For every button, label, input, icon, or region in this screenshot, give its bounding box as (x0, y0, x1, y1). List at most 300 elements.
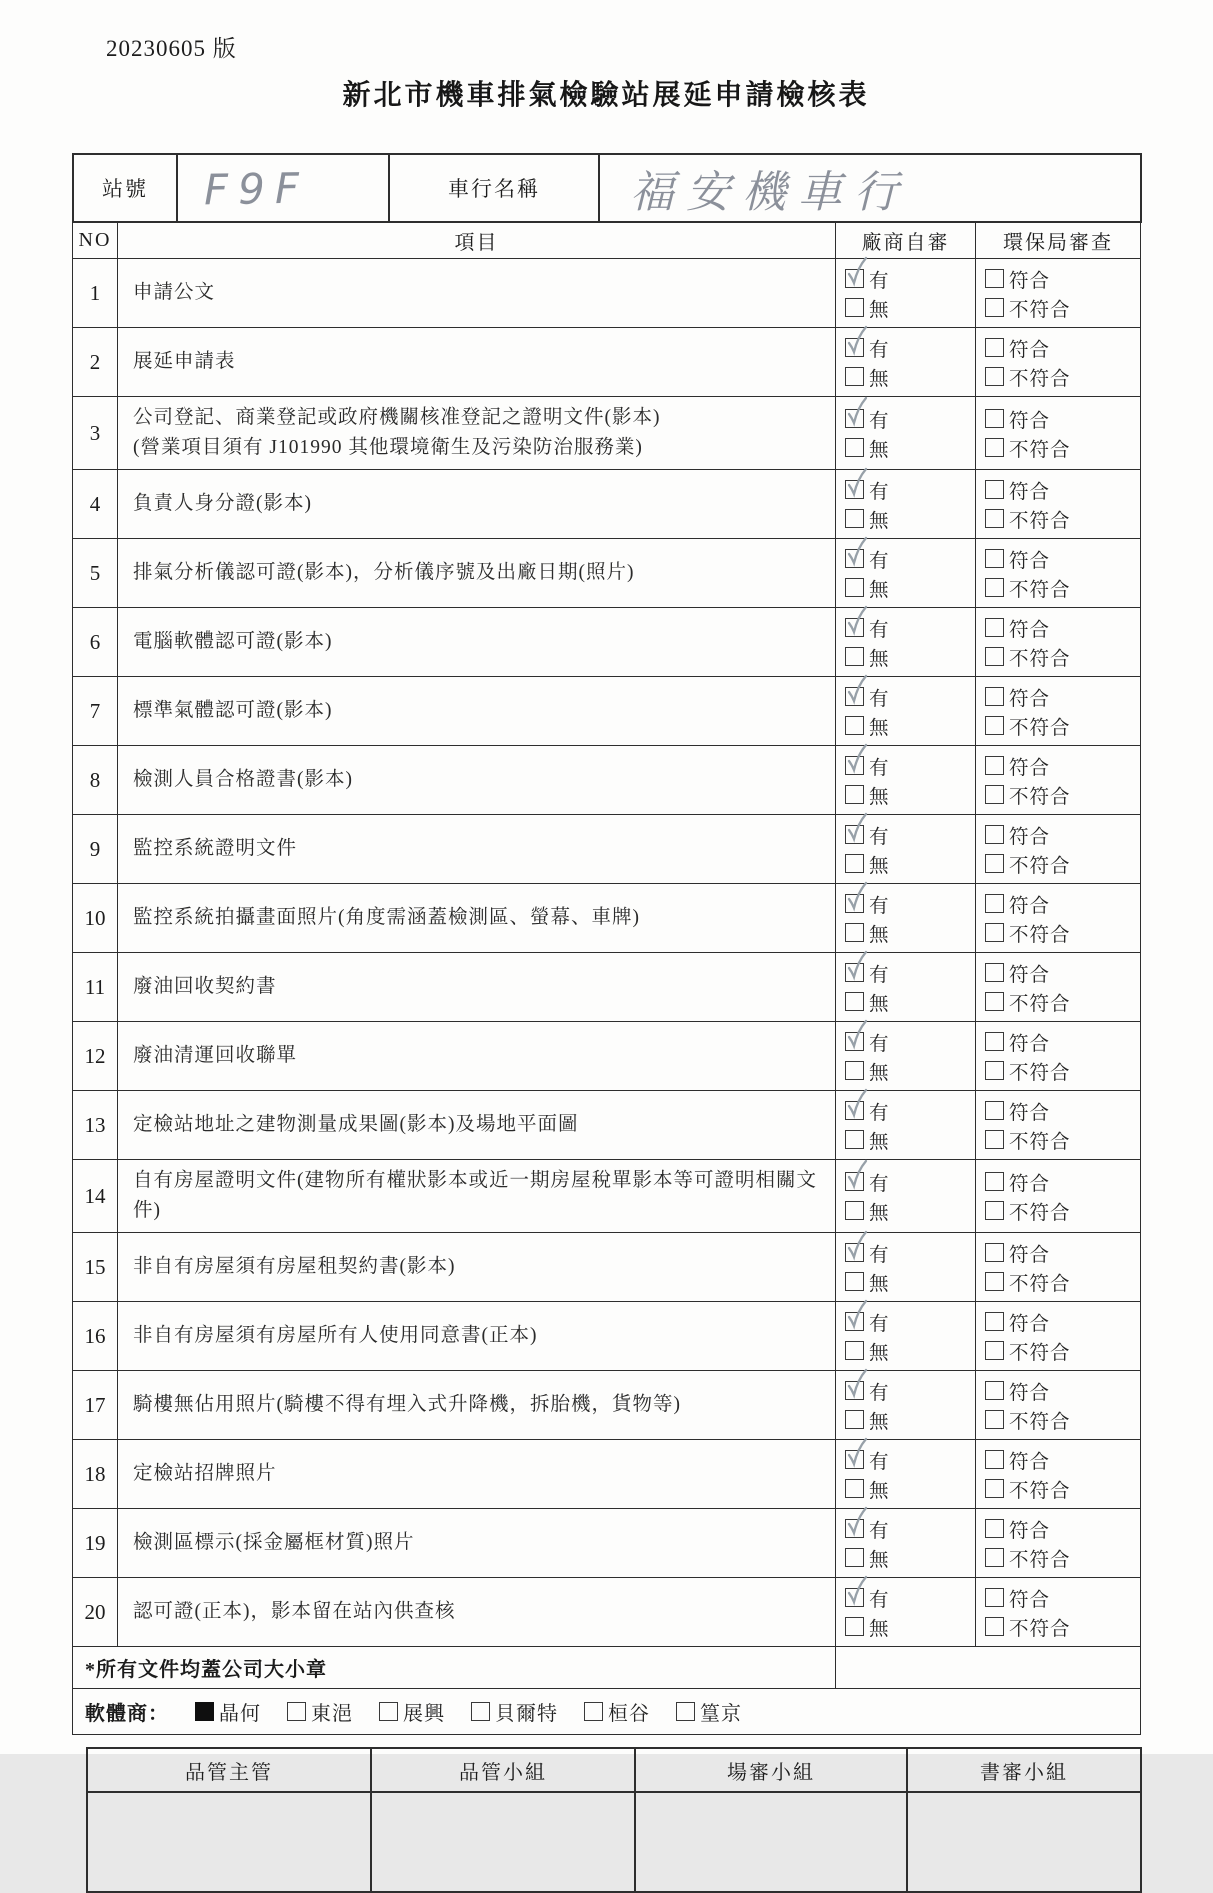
checkbox-label-have: 有 (869, 339, 890, 361)
checkbox-line-fail (985, 1125, 1138, 1154)
checkbox-have-checked[interactable] (845, 894, 864, 913)
checkbox-label-have: 有 (869, 964, 890, 986)
row-item-text: 自有房屋證明文件(建物所有權狀影本或近一期房屋稅單影本等可證明相關文件) (118, 1160, 836, 1233)
epa-review-cell (976, 746, 1141, 815)
checkbox-fail[interactable] (985, 367, 1004, 386)
checkbox-label-none: 無 (869, 579, 890, 601)
page-title: 新北市機車排氣檢驗站展延申請檢核表 (342, 80, 870, 111)
row-number: 8 (73, 746, 118, 815)
checkbox-fail[interactable] (985, 1130, 1004, 1149)
checkbox-pass[interactable] (985, 756, 1004, 775)
checkbox-line-pass (985, 958, 1138, 987)
checkbox-line-none (845, 1267, 973, 1296)
checkbox-label-fail: 不符合 (1009, 1342, 1071, 1364)
checkbox-label-none: 無 (869, 786, 890, 808)
self-check-cell (836, 677, 976, 746)
vendor-name: 東浥 (311, 1703, 353, 1725)
checkbox-label-none: 無 (869, 1062, 890, 1084)
checkbox-pass[interactable] (985, 1312, 1004, 1331)
epa-review-cell (976, 259, 1141, 328)
checkbox-line-pass (985, 751, 1138, 780)
epa-review-cell (976, 328, 1141, 397)
checkbox-have-checked[interactable] (845, 618, 864, 637)
checkbox-label-none: 無 (869, 510, 890, 532)
checkbox-line-fail (985, 293, 1138, 322)
checkbox-have-checked[interactable] (845, 963, 864, 982)
row-item-text: 定檢站招牌照片 (118, 1440, 836, 1509)
checkbox-pass[interactable] (985, 1450, 1004, 1469)
row-item-text: 展延申請表 (118, 328, 836, 397)
checklist-row-3 (73, 397, 1141, 470)
checkbox-label-pass: 符合 (1009, 1033, 1051, 1055)
row-number: 6 (73, 608, 118, 677)
checkbox-have-checked[interactable] (845, 269, 864, 288)
checkbox-none[interactable] (845, 578, 864, 597)
checkbox-label-none: 無 (869, 1480, 890, 1502)
checklist-row-6 (73, 608, 1141, 677)
checkbox-fail[interactable] (985, 438, 1004, 457)
vendor-checkbox[interactable] (584, 1702, 603, 1721)
checkbox-line-fail (985, 573, 1138, 602)
checkbox-label-fail: 不符合 (1009, 717, 1071, 739)
checkbox-line-pass (985, 1307, 1138, 1336)
row-number: 20 (73, 1578, 118, 1647)
checkbox-label-fail: 不符合 (1009, 1062, 1071, 1084)
checkbox-label-fail: 不符合 (1009, 579, 1071, 601)
checkbox-fail[interactable] (985, 1272, 1004, 1291)
self-check-cell (836, 470, 976, 539)
checkbox-fail[interactable] (985, 1061, 1004, 1080)
checklist-row-16 (73, 1302, 1141, 1371)
checkbox-label-fail: 不符合 (1009, 299, 1071, 321)
checkbox-pass[interactable] (985, 618, 1004, 637)
checkbox-none[interactable] (845, 367, 864, 386)
checkbox-label-pass: 符合 (1009, 339, 1051, 361)
checkbox-have-checked[interactable] (845, 1172, 864, 1191)
checkbox-line-none (845, 1405, 973, 1434)
checkbox-label-pass: 符合 (1009, 1451, 1051, 1473)
vendor-option-展興 (379, 1697, 445, 1726)
checkbox-label-fail: 不符合 (1009, 510, 1071, 532)
checkbox-none[interactable] (845, 923, 864, 942)
checkbox-have-checked[interactable] (845, 1450, 864, 1469)
checkbox-line-none (845, 780, 973, 809)
checkbox-have-checked[interactable] (845, 549, 864, 568)
self-check-cell (836, 1509, 976, 1578)
checkbox-line-fail (985, 1336, 1138, 1365)
checkbox-none[interactable] (845, 1479, 864, 1498)
checkbox-pass[interactable] (985, 687, 1004, 706)
checkbox-line-none (845, 642, 973, 671)
checkbox-line-fail (985, 642, 1138, 671)
checkbox-label-pass: 符合 (1009, 1382, 1051, 1404)
checkbox-line-fail (985, 1267, 1138, 1296)
checkbox-line-pass (985, 1376, 1138, 1405)
checkbox-pass[interactable] (985, 480, 1004, 499)
row-item-text: 監控系統證明文件 (118, 815, 836, 884)
checklist-row-18 (73, 1440, 1141, 1509)
checkbox-none[interactable] (845, 1410, 864, 1429)
checkbox-line-fail (985, 1474, 1138, 1503)
vendor-name: 桓谷 (608, 1703, 650, 1725)
checkbox-fail[interactable] (985, 992, 1004, 1011)
checkbox-label-pass: 符合 (1009, 410, 1051, 432)
row-number: 3 (73, 397, 118, 470)
self-check-cell (836, 1233, 976, 1302)
checkbox-none[interactable] (845, 1341, 864, 1360)
checkbox-none[interactable] (845, 854, 864, 873)
checkbox-line-fail (985, 504, 1138, 533)
row-item-text: 電腦軟體認可證(影本) (118, 608, 836, 677)
self-check-cell (836, 397, 976, 470)
checkbox-fail[interactable] (985, 785, 1004, 804)
row-number: 16 (73, 1302, 118, 1371)
row-item-text: 公司登記、商業登記或政府機關核准登記之證明文件(影本) (營業項目須有 J101990 其他環境衛生及污染防治服務業) (118, 397, 836, 470)
checkbox-fail[interactable] (985, 298, 1004, 317)
self-check-cell (836, 539, 976, 608)
row-number: 4 (73, 470, 118, 539)
checkbox-have-checked[interactable] (845, 1588, 864, 1607)
checklist-row-10 (73, 884, 1141, 953)
version-label: 20230605 版 (106, 36, 237, 61)
row-item-text: 廢油回收契約書 (118, 953, 836, 1022)
epa-review-cell (976, 1371, 1141, 1440)
signature-column-header: 品管小組 (371, 1748, 635, 1792)
checkbox-label-have: 有 (869, 481, 890, 503)
checkbox-line-fail (985, 780, 1138, 809)
checklist-table (72, 221, 1141, 1735)
checkbox-line-pass (985, 404, 1138, 433)
vendor-option-東浥 (287, 1697, 353, 1726)
checkbox-line-have (845, 682, 973, 711)
checkbox-pass[interactable] (985, 269, 1004, 288)
checkbox-line-have (845, 1445, 973, 1474)
checkbox-label-pass: 符合 (1009, 481, 1051, 503)
checkbox-fail[interactable] (985, 1341, 1004, 1360)
checkbox-label-fail: 不符合 (1009, 1131, 1071, 1153)
checkbox-line-none (845, 362, 973, 391)
checkbox-none[interactable] (845, 785, 864, 804)
signature-header-row (87, 1748, 1141, 1792)
checkbox-line-pass (985, 682, 1138, 711)
checkbox-label-have: 有 (869, 1313, 890, 1335)
self-check-cell (836, 884, 976, 953)
header-self-check: 廠商自審 (836, 222, 976, 259)
station-info-table (72, 153, 1142, 223)
checkbox-line-pass (985, 264, 1138, 293)
checkbox-line-fail (985, 433, 1138, 462)
checkbox-pass[interactable] (985, 1381, 1004, 1400)
self-check-cell (836, 1440, 976, 1509)
checkbox-line-none (845, 504, 973, 533)
checkbox-line-none (845, 433, 973, 462)
checkbox-label-pass: 符合 (1009, 964, 1051, 986)
checkbox-have-checked[interactable] (845, 1032, 864, 1051)
checkbox-label-none: 無 (869, 1202, 890, 1224)
checkbox-fail[interactable] (985, 716, 1004, 735)
checkbox-line-pass (985, 475, 1138, 504)
checkbox-none[interactable] (845, 992, 864, 1011)
checklist-row-13 (73, 1091, 1141, 1160)
checkbox-line-pass (985, 613, 1138, 642)
epa-review-cell (976, 539, 1141, 608)
epa-review-cell (976, 1233, 1141, 1302)
self-check-cell (836, 1160, 976, 1233)
checkbox-have-checked[interactable] (845, 1381, 864, 1400)
vendor-checkbox-filled[interactable] (195, 1702, 214, 1721)
footer-note: *所有文件均蓋公司大小章 (73, 1647, 836, 1689)
checkbox-line-have (845, 1307, 973, 1336)
self-check-cell (836, 608, 976, 677)
checkbox-line-have (845, 751, 973, 780)
checkbox-line-have (845, 1238, 973, 1267)
vendor-checkbox[interactable] (676, 1702, 695, 1721)
row-item-text: 騎樓無佔用照片(騎樓不得有埋入式升降機，拆胎機，貨物等) (118, 1371, 836, 1440)
checkbox-fail[interactable] (985, 647, 1004, 666)
row-item-text: 標準氣體認可證(影本) (118, 677, 836, 746)
row-item-text: 廢油清運回收聯單 (118, 1022, 836, 1091)
checkbox-label-none: 無 (869, 993, 890, 1015)
checkbox-none[interactable] (845, 298, 864, 317)
checkbox-label-pass: 符合 (1009, 1589, 1051, 1611)
checkbox-label-have: 有 (869, 1173, 890, 1195)
checkbox-label-fail: 不符合 (1009, 924, 1071, 946)
checkbox-label-have: 有 (869, 826, 890, 848)
epa-review-cell (976, 815, 1141, 884)
checkbox-label-pass: 符合 (1009, 895, 1051, 917)
checkbox-none[interactable] (845, 1201, 864, 1220)
checkbox-label-pass: 符合 (1009, 1313, 1051, 1335)
checkbox-fail[interactable] (985, 854, 1004, 873)
checkbox-line-pass (985, 1514, 1138, 1543)
header-epa-review: 環保局審查 (976, 222, 1141, 259)
self-check-cell (836, 815, 976, 884)
checkbox-label-have: 有 (869, 1520, 890, 1542)
checkbox-pass[interactable] (985, 549, 1004, 568)
self-check-cell (836, 259, 976, 328)
station-info-row (73, 154, 1141, 222)
checkbox-line-have (845, 404, 973, 433)
epa-review-cell (976, 1440, 1141, 1509)
checklist-row-11 (73, 953, 1141, 1022)
checkbox-label-have: 有 (869, 410, 890, 432)
row-item-text: 定檢站地址之建物測量成果圖(影本)及場地平面圖 (118, 1091, 836, 1160)
checkbox-line-none (845, 849, 973, 878)
checkbox-label-fail: 不符合 (1009, 368, 1071, 390)
epa-review-cell (976, 884, 1141, 953)
row-number: 17 (73, 1371, 118, 1440)
checkbox-label-pass: 符合 (1009, 826, 1051, 848)
checkbox-label-fail: 不符合 (1009, 993, 1071, 1015)
checkbox-line-pass (985, 820, 1138, 849)
checkbox-label-have: 有 (869, 1102, 890, 1124)
epa-review-cell (976, 1302, 1141, 1371)
checkbox-line-have (845, 475, 973, 504)
checkbox-fail[interactable] (985, 1479, 1004, 1498)
checkbox-label-fail: 不符合 (1009, 1202, 1071, 1224)
checkbox-none[interactable] (845, 438, 864, 457)
signature-column-header: 書審小組 (907, 1748, 1141, 1792)
checkbox-line-fail (985, 1056, 1138, 1085)
checkbox-line-pass (985, 544, 1138, 573)
checkbox-fail[interactable] (985, 1617, 1004, 1636)
signature-empty-cell (87, 1792, 371, 1892)
vendor-option-晶何 (195, 1697, 261, 1726)
checkbox-none[interactable] (845, 1548, 864, 1567)
checklist-row-5 (73, 539, 1141, 608)
checkbox-pass[interactable] (985, 825, 1004, 844)
checklist-row-9 (73, 815, 1141, 884)
checkbox-label-have: 有 (869, 619, 890, 641)
checkbox-none[interactable] (845, 1617, 864, 1636)
vendor-checkbox[interactable] (471, 1702, 490, 1721)
checkbox-label-pass: 符合 (1009, 1244, 1051, 1266)
signature-empty-cell (635, 1792, 907, 1892)
vendor-checkbox[interactable] (287, 1702, 306, 1721)
row-item-text: 認可證(正本)，影本留在站內供查核 (118, 1578, 836, 1647)
checkbox-pass[interactable] (985, 1101, 1004, 1120)
checkbox-label-pass: 符合 (1009, 1520, 1051, 1542)
checkbox-have-checked[interactable] (845, 338, 864, 357)
checklist-row-7 (73, 677, 1141, 746)
checkbox-pass[interactable] (985, 1588, 1004, 1607)
checkbox-have-checked[interactable] (845, 825, 864, 844)
checkbox-line-pass (985, 1445, 1138, 1474)
checkbox-have-checked[interactable] (845, 480, 864, 499)
checkbox-label-have: 有 (869, 270, 890, 292)
row-number: 12 (73, 1022, 118, 1091)
checkbox-line-have (845, 820, 973, 849)
checkbox-fail[interactable] (985, 578, 1004, 597)
epa-review-cell (976, 1509, 1141, 1578)
row-number: 10 (73, 884, 118, 953)
checkbox-label-fail: 不符合 (1009, 1618, 1071, 1640)
checkbox-label-none: 無 (869, 1411, 890, 1433)
checkbox-line-fail (985, 711, 1138, 740)
checkbox-pass[interactable] (985, 894, 1004, 913)
checkbox-label-pass: 符合 (1009, 1102, 1051, 1124)
row-number: 13 (73, 1091, 118, 1160)
signature-column-header: 品管主管 (87, 1748, 371, 1792)
checklist-row-14 (73, 1160, 1141, 1233)
checkbox-pass[interactable] (985, 1243, 1004, 1262)
checkbox-fail[interactable] (985, 1410, 1004, 1429)
row-item-text: 非自有房屋須有房屋租契約書(影本) (118, 1233, 836, 1302)
checkbox-line-have (845, 264, 973, 293)
checkbox-fail[interactable] (985, 1201, 1004, 1220)
checkbox-none[interactable] (845, 509, 864, 528)
checkbox-label-have: 有 (869, 757, 890, 779)
checkbox-fail[interactable] (985, 509, 1004, 528)
checkbox-pass[interactable] (985, 1032, 1004, 1051)
vendor-name: 晶何 (219, 1703, 261, 1725)
row-number: 15 (73, 1233, 118, 1302)
self-check-cell (836, 953, 976, 1022)
row-item-text: 檢測區標示(採金屬框材質)照片 (118, 1509, 836, 1578)
row-item-text: 非自有房屋須有房屋所有人使用同意書(正本) (118, 1302, 836, 1371)
checklist-header-row (73, 222, 1141, 259)
checkbox-label-none: 無 (869, 439, 890, 461)
epa-review-cell (976, 608, 1141, 677)
row-number: 5 (73, 539, 118, 608)
checkbox-fail[interactable] (985, 1548, 1004, 1567)
checkbox-line-none (845, 573, 973, 602)
checkbox-pass[interactable] (985, 963, 1004, 982)
checkbox-have-checked[interactable] (845, 1312, 864, 1331)
footer-note-empty-cell (836, 1647, 1141, 1689)
epa-review-cell (976, 1578, 1141, 1647)
checklist-row-4 (73, 470, 1141, 539)
checkbox-pass[interactable] (985, 338, 1004, 357)
checkbox-pass[interactable] (985, 1519, 1004, 1538)
checkbox-label-have: 有 (869, 1451, 890, 1473)
checkbox-none[interactable] (845, 1130, 864, 1149)
row-number: 14 (73, 1160, 118, 1233)
checkbox-label-fail: 不符合 (1009, 1480, 1071, 1502)
checkbox-line-fail (985, 1196, 1138, 1225)
checkbox-have-checked[interactable] (845, 1243, 864, 1262)
checkbox-have-checked[interactable] (845, 1519, 864, 1538)
station-no-label: 站號 (73, 154, 177, 222)
row-number: 18 (73, 1440, 118, 1509)
self-check-cell (836, 746, 976, 815)
epa-review-cell (976, 953, 1141, 1022)
checkbox-pass[interactable] (985, 1172, 1004, 1191)
checkbox-label-none: 無 (869, 1131, 890, 1153)
checkbox-none[interactable] (845, 647, 864, 666)
checkbox-have-checked[interactable] (845, 1101, 864, 1120)
epa-review-cell (976, 1160, 1141, 1233)
checkbox-have-checked[interactable] (845, 687, 864, 706)
checkbox-label-have: 有 (869, 1589, 890, 1611)
checkbox-line-have (845, 613, 973, 642)
checkbox-label-none: 無 (869, 299, 890, 321)
checkbox-label-pass: 符合 (1009, 688, 1051, 710)
row-item-text: 申請公文 (118, 259, 836, 328)
signature-empty-cell (371, 1792, 635, 1892)
checkbox-none[interactable] (845, 1272, 864, 1291)
checklist-row-17 (73, 1371, 1141, 1440)
checkbox-label-fail: 不符合 (1009, 1273, 1071, 1295)
row-item-text: 負責人身分證(影本) (118, 470, 836, 539)
checkbox-line-fail (985, 362, 1138, 391)
checkbox-line-pass (985, 889, 1138, 918)
checkbox-line-fail (985, 849, 1138, 878)
checkbox-label-fail: 不符合 (1009, 786, 1071, 808)
checkbox-fail[interactable] (985, 923, 1004, 942)
row-item-text: 檢測人員合格證書(影本) (118, 746, 836, 815)
checkbox-line-pass (985, 1096, 1138, 1125)
checkbox-have-checked[interactable] (845, 409, 864, 428)
checkbox-have-checked[interactable] (845, 756, 864, 775)
checkbox-none[interactable] (845, 716, 864, 735)
self-check-cell (836, 328, 976, 397)
self-check-cell (836, 1091, 976, 1160)
checkbox-none[interactable] (845, 1061, 864, 1080)
checkbox-label-none: 無 (869, 368, 890, 390)
checkbox-line-have (845, 1514, 973, 1543)
checkbox-label-none: 無 (869, 924, 890, 946)
vendor-checkbox[interactable] (379, 1702, 398, 1721)
checkbox-pass[interactable] (985, 409, 1004, 428)
self-check-cell (836, 1022, 976, 1091)
checkbox-line-none (845, 711, 973, 740)
header-item: 項目 (118, 222, 836, 259)
checklist-row-20 (73, 1578, 1141, 1647)
epa-review-cell (976, 677, 1141, 746)
station-no-handwritten-value: F9F (176, 152, 389, 224)
checkbox-line-fail (985, 1405, 1138, 1434)
